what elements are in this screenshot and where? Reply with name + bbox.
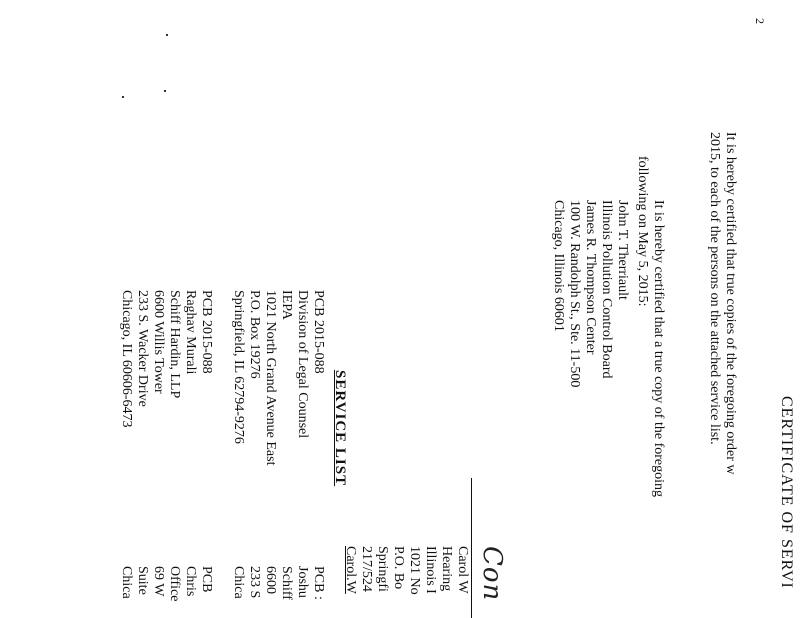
- entry-line: 1021 North Grand Avenue East: [263, 290, 278, 466]
- entry-line: Springfield, IL 62794-9276: [231, 290, 246, 444]
- entry-line: Chris: [183, 566, 198, 597]
- entry-line: P.O. Box 19276: [247, 290, 262, 379]
- entry-line: PCB 2015-088: [199, 290, 214, 374]
- entry-line: Schiff Hardin, LLP: [167, 290, 182, 399]
- entry-line: Chica: [119, 566, 134, 599]
- paragraph-line: It is hereby certified that a true copy of the foregoing: [651, 200, 666, 497]
- entry-line: 233 S. Wacker Drive: [135, 290, 150, 407]
- paragraph-line: It is hereby certified that true copies of the foregoing order w: [723, 132, 738, 475]
- signer-line: Carol.W: [343, 546, 358, 594]
- signer-line: Illinois I: [423, 546, 438, 594]
- address-line: John T. Therriault: [615, 200, 630, 300]
- entry-line: Schiff: [279, 566, 294, 600]
- address-line: James R. Thompson Center: [583, 200, 598, 355]
- signer-line: 217/524: [359, 546, 374, 592]
- service-entry-office: [118, 566, 214, 602]
- address-line: Illinois Pollution Control Board: [599, 200, 614, 379]
- entry-line: PCB 2015-088: [311, 290, 326, 374]
- entry-line: Raghav Murali: [183, 290, 198, 375]
- entry-line: IEPA: [279, 290, 294, 320]
- entry-line: PCB: [199, 566, 214, 593]
- recipient-address: [550, 200, 630, 387]
- entry-line: Joshu: [295, 566, 310, 598]
- scan-speck: [122, 96, 124, 98]
- scan-speck: [166, 34, 168, 36]
- entry-line: Chicago, IL 60606-6473: [119, 290, 134, 428]
- paragraph-line: 2015, to each of the persons on the attached service list.: [707, 132, 722, 445]
- service-entry-murali: [118, 290, 214, 428]
- address-line: 100 W. Randolph St., Ste. 11-500: [567, 200, 582, 388]
- entry-line: Office: [167, 566, 182, 602]
- entry-line: 6600: [263, 566, 278, 594]
- paragraph-true-copy: [634, 156, 666, 497]
- signer-block: [342, 546, 470, 595]
- address-line: Chicago, Illinois 60601: [551, 200, 566, 332]
- certificate-heading: CERTIFICATE OF SERVI: [778, 396, 795, 589]
- service-entry-iepa: [230, 290, 326, 465]
- scan-speck: [164, 90, 166, 92]
- handwritten-signature: Con: [477, 546, 507, 602]
- service-entry-schiff-joshua: [230, 566, 326, 600]
- entry-line: 233 S: [247, 566, 262, 599]
- paragraph-certified-copies: [706, 132, 738, 474]
- entry-line: 6600 Willis Tower: [151, 290, 166, 394]
- entry-line: Chica: [231, 566, 246, 599]
- signer-line: Hearing: [439, 546, 454, 592]
- entry-line: PCB :: [311, 566, 326, 600]
- page-number: 2: [753, 18, 767, 24]
- paragraph-line: following on May 5, 2015:: [635, 156, 650, 307]
- signer-line: Springfi: [375, 546, 390, 592]
- entry-line: Division of Legal Counsel: [295, 290, 310, 439]
- entry-line: Suite: [135, 566, 150, 595]
- signer-line: Carol W: [455, 546, 470, 594]
- signer-line: P.O. Bo: [391, 546, 406, 590]
- entry-line: 69 W: [151, 566, 166, 597]
- service-list-title: SERVICE LIST: [332, 370, 348, 487]
- signer-line: 1021 No: [407, 546, 422, 595]
- signature-line: [471, 478, 472, 618]
